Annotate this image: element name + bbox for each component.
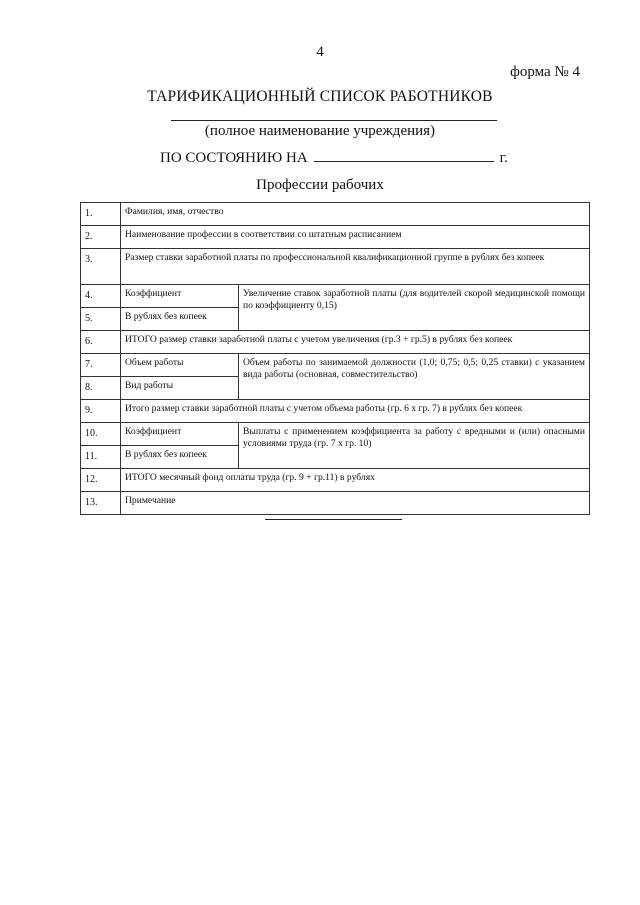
- page-number: 4: [316, 44, 324, 60]
- row-number: 11.: [81, 446, 121, 469]
- row-number: 7.: [81, 354, 121, 377]
- merged-hazard-cell: Выплаты с применением коэффициента за работу с вредными и (или) опасными условиями труда (гр. 7 х гр. 10): [239, 423, 590, 469]
- tariff-table: [80, 202, 590, 515]
- row-number: 4.: [81, 285, 121, 308]
- section-heading: Профессии рабочих: [256, 177, 384, 193]
- row-label: Вид работы: [121, 377, 239, 400]
- row-label: Фамилия, имя, отчество: [121, 203, 590, 226]
- row-number: 2.: [81, 226, 121, 249]
- row-number: 12.: [81, 469, 121, 492]
- row-label: ИТОГО размер ставки заработной платы с учетом увеличения (гр.3 + гр.5) в рублях без копеек: [121, 331, 590, 354]
- row-label: Примечание: [121, 492, 590, 515]
- row-number: 1.: [81, 203, 121, 226]
- institution-name-line: [171, 120, 497, 121]
- date-blank: [314, 147, 494, 162]
- row-number: 13.: [81, 492, 121, 515]
- table-row: [81, 400, 590, 423]
- document-title: ТАРИФИКАЦИОННЫЙ СПИСОК РАБОТНИКОВ: [147, 88, 493, 105]
- status-date-line: [160, 147, 508, 167]
- table-row: [81, 492, 590, 515]
- row-number: 9.: [81, 400, 121, 423]
- row-label: Объем работы: [121, 354, 239, 377]
- table-row: [81, 285, 590, 308]
- status-prefix: ПО СОСТОЯНИЮ НА: [160, 150, 308, 166]
- row-label: В рублях без копеек: [121, 446, 239, 469]
- row-label: Итого размер ставки заработной платы с учетом объема работы (гр. 6 х гр. 7) в рублях без копеек: [121, 400, 590, 423]
- row-number: 6.: [81, 331, 121, 354]
- table-row: [81, 354, 590, 377]
- table-row: [81, 226, 590, 249]
- row-number: 10.: [81, 423, 121, 446]
- row-label: Коэффициент: [121, 285, 239, 308]
- merged-volume-cell: Объем работы по занимаемой должности (1,0; 0,75; 0,5; 0,25 ставки) с указанием вида работы (основная, совместительство): [239, 354, 590, 400]
- row-number: 3.: [81, 249, 121, 285]
- row-label: Размер ставки заработной платы по профессиональной квалификационной группе в рублях без копеек: [121, 249, 590, 285]
- row-number: 5.: [81, 308, 121, 331]
- institution-caption: (полное наименование учреждения): [204, 123, 436, 139]
- table-row: [81, 249, 590, 285]
- table-row: [81, 423, 590, 446]
- row-label: Коэффициент: [121, 423, 239, 446]
- merged-increase-cell: Увеличение ставок заработной платы (для водителей скорой медицинской помощи по коэффициенту 0,15): [239, 285, 590, 331]
- table-row: [81, 203, 590, 226]
- form-label: форма № 4: [510, 64, 580, 80]
- table-row: [81, 331, 590, 354]
- row-label: Наименование профессии в соответствии со штатным расписанием: [121, 226, 590, 249]
- row-label: В рублях без копеек: [121, 308, 239, 331]
- row-label: ИТОГО месячный фонд оплаты труда (гр. 9 + гр.11) в рублях: [121, 469, 590, 492]
- table-row: [81, 469, 590, 492]
- status-suffix: г.: [499, 150, 508, 166]
- closing-separator-line: [265, 519, 402, 520]
- row-number: 8.: [81, 377, 121, 400]
